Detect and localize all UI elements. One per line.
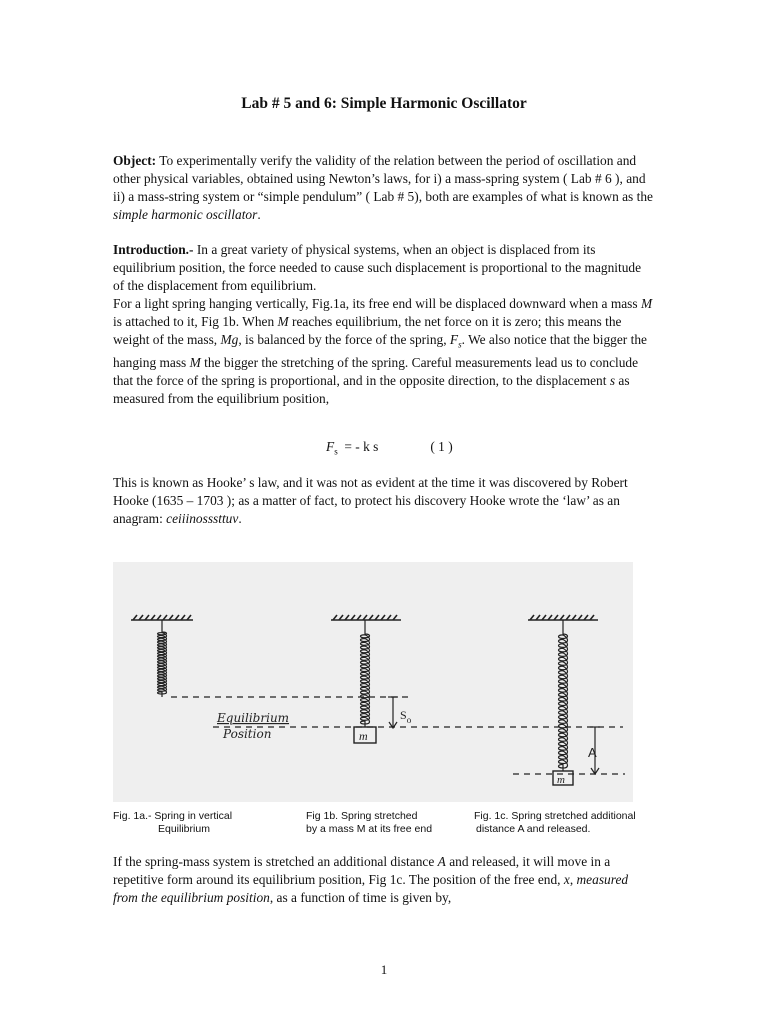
springs <box>158 620 568 771</box>
intro-text-a: For a light spring hanging vertically, Fig.1a, its free end will be displaced downward when a mass <box>113 296 641 312</box>
object-term: simple harmonic oscillator <box>113 207 258 223</box>
introduction-paragraph <box>113 241 653 409</box>
intro-text-b: is attached to it, Fig 1b. When <box>113 314 278 330</box>
page-number: 1 <box>380 962 388 977</box>
equation-1 <box>326 439 453 457</box>
hooke-paragraph <box>113 474 653 528</box>
introduction-text: In a great variety of physical systems, when an object is displaced from its equilibrium position, the force needed to cause such displacement is proportional to the magnitude of the displacement from equilibrium. <box>113 242 642 294</box>
object-end: . <box>257 207 261 223</box>
intro-var-fs-sub: s <box>458 340 462 351</box>
s0-arrow <box>388 697 398 728</box>
final-text-d: , as a function of time is given by, <box>269 890 452 906</box>
object-text: To experimentally verify the validity of the relation between the period of oscillation and other physical variables, obtained using Newton’s laws, for i) a mass-spring system ( Lab # 6 ), and ii) a mass-string system or “simple pendulum” ( Lab # 5), both are examples of what is known as the <box>113 153 653 205</box>
object-label: Object: <box>113 153 157 168</box>
caption-1c-line2: distance A and released. <box>476 823 591 835</box>
spring-1b <box>361 620 370 727</box>
intro-var-m2: M <box>277 314 289 330</box>
intro-var-m1: M <box>640 296 653 312</box>
ceiling-mounts <box>131 615 598 620</box>
equation-number: ( 1 ) <box>430 439 453 454</box>
final-paragraph <box>113 853 653 907</box>
intro-text-d: , is balanced by the force of the spring, <box>238 332 450 348</box>
caption-1a-line2: Equilibrium <box>158 823 210 835</box>
amplitude-label: A <box>588 745 597 760</box>
equation-lhs-sub: s <box>334 446 338 457</box>
hooke-end: . <box>238 511 242 527</box>
caption-fig-1b <box>306 810 432 836</box>
final-var-x: x <box>563 872 570 888</box>
hooke-text: This is known as Hooke’ s law, and it was not as evident at the time it was discovered by Robert Hooke (1635 – 1703 ); as a matter of fact, to protect his discovery Hooke wrote the ‘law’ as an anagram: <box>113 475 628 527</box>
intro-text-c: reaches equilibrium, the net force on it is zero; this means the weight of the mass, <box>113 314 622 348</box>
intro-var-m3: M <box>189 355 201 371</box>
caption-1b-line1: Fig 1b. Spring stretched <box>306 810 418 822</box>
s0-label: $S_o$ <box>400 708 412 725</box>
intro-var-s: s <box>609 373 616 389</box>
intro-var-fs: F <box>449 332 459 348</box>
caption-fig-1a <box>113 810 232 836</box>
intro-text-f: the bigger the stretching of the spring. Careful measurements lead us to conclude that the force of the spring is proportional, and in the opposite direction, to the displacement <box>113 355 639 389</box>
masses <box>354 727 573 785</box>
object-paragraph <box>113 152 653 224</box>
equation-lhs: F <box>326 439 335 454</box>
caption-1b-line2: by a mass M at its free end <box>306 823 433 835</box>
caption-1a-line1: Fig. 1a.- Spring in vertical <box>113 810 233 822</box>
mass-label-c: m <box>557 774 565 786</box>
mass-label-b: m <box>359 729 368 743</box>
intro-text-e: . We also notice that the bigger the hanging mass <box>113 332 647 371</box>
spring-diagram <box>113 562 633 802</box>
final-text-a: If the spring-mass system is stretched an additional distance <box>113 854 438 869</box>
caption-1c-line1: Fig. 1c. Spring stretched additional <box>474 810 636 822</box>
equilibrium-label: Equilibrium <box>217 711 290 725</box>
page-title: Lab # 5 and 6: Simple Harmonic Oscillator <box>241 95 527 112</box>
spring-1c <box>559 620 568 771</box>
spring-1a <box>158 620 167 697</box>
intro-var-mg: Mg <box>220 332 239 348</box>
final-text-c: , <box>569 872 577 888</box>
caption-fig-1c <box>474 810 636 836</box>
hooke-anagram: ceiiinosssttuv <box>166 511 239 527</box>
final-var-a: A <box>437 854 446 869</box>
equation-rhs: = - k s <box>337 439 379 454</box>
final-italic: measured from the equilibrium position <box>113 872 629 906</box>
intro-text-g: as measured from the equilibrium position, <box>113 373 630 407</box>
spring-figure <box>113 562 633 802</box>
position-label: Position <box>223 727 272 741</box>
final-text-b: and released, it will move in a repetitive form around its equilibrium position, Fig 1c. The position of the free end, <box>113 854 611 888</box>
introduction-label: Introduction.- <box>113 242 194 257</box>
